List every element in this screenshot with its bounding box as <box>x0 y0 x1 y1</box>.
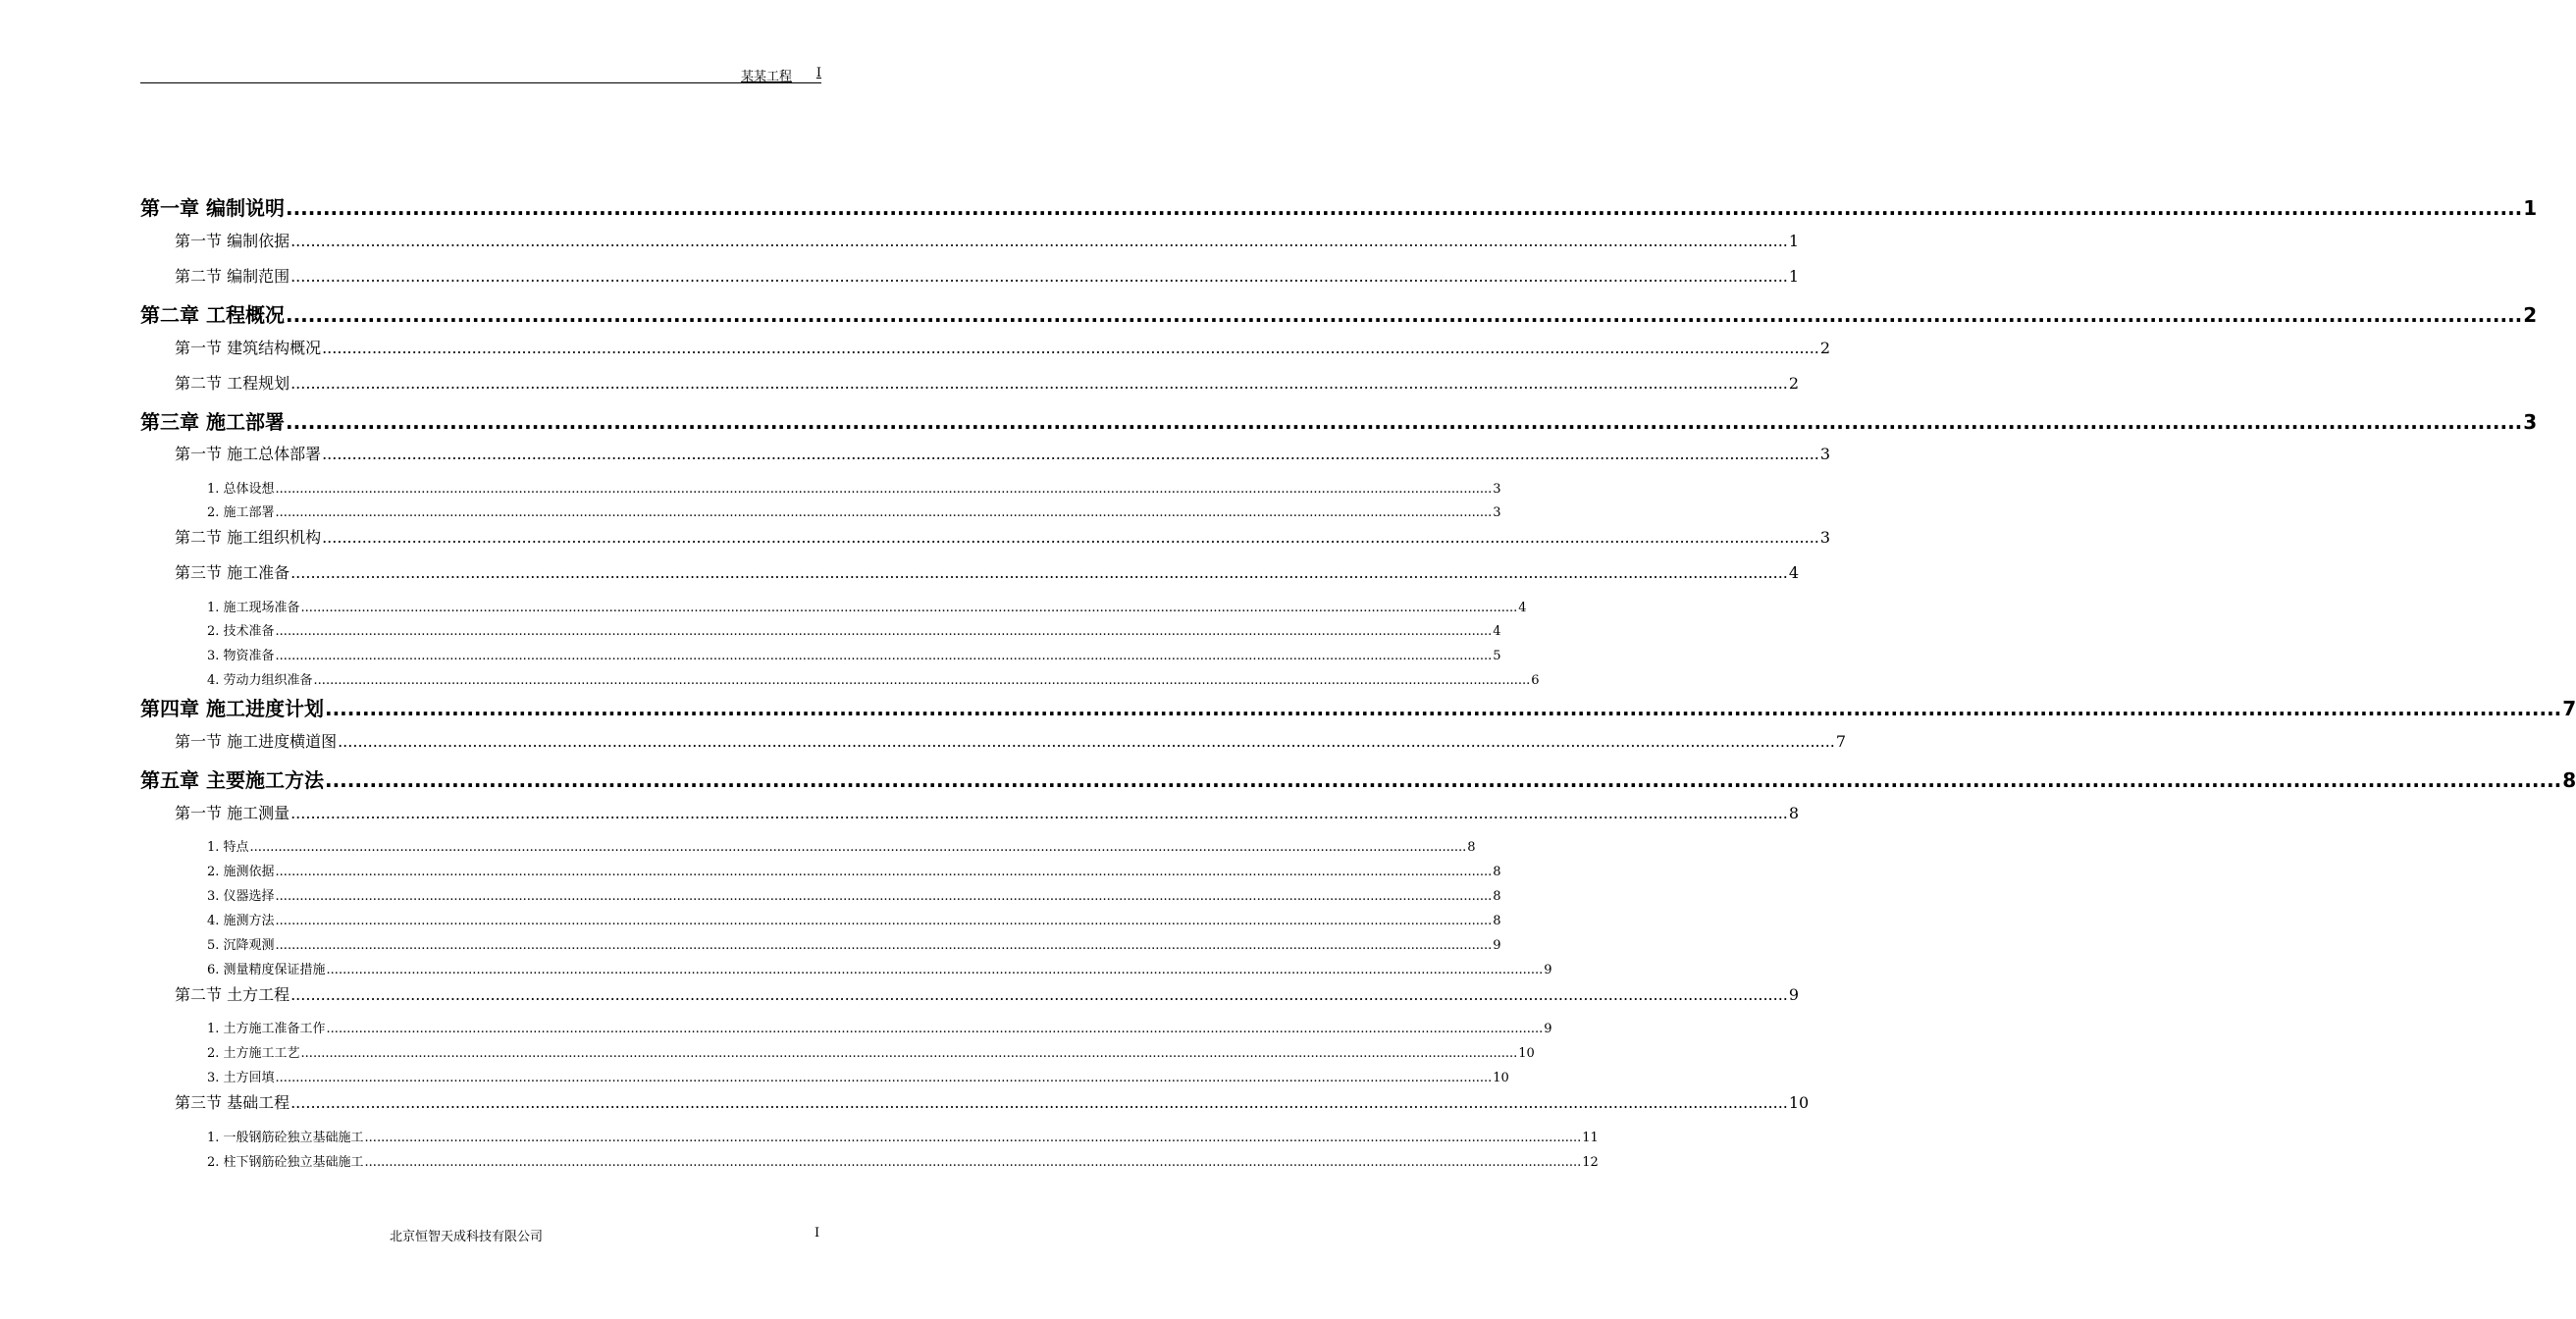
toc-entry-level-2[interactable] <box>175 560 1800 582</box>
toc-dot-leader: ............................................................................................................................................................................................................................................................................................................ <box>275 649 1493 663</box>
toc-entry-page-number: 6 <box>1531 673 1540 688</box>
toc-entry-label: 第二节 编制范围 <box>175 267 290 286</box>
toc-entry-page-number: 3 <box>1819 445 1831 463</box>
toc-dot-leader: ............................................................................................................................................................................................................................................................................................................ <box>275 505 1493 520</box>
toc-entry-level-3[interactable] <box>207 1127 1599 1145</box>
toc-entry-label: 第三章 施工部署 <box>140 410 285 434</box>
toc-entry-label: 3. 仪器选择 <box>207 889 275 904</box>
toc-entry-page-number: 10 <box>1788 1093 1810 1112</box>
toc-dot-leader: ............................................................................................................................................................................................................................................................................................................ <box>364 1155 1582 1170</box>
toc-entry-label: 1. 总体设想 <box>207 482 275 497</box>
toc-entry-page-number: 1 <box>1788 267 1800 286</box>
toc-dot-leader: ............................................................................................................................................................................................................................................................................................................ <box>275 914 1493 928</box>
toc-entry-label: 6. 测量精度保证措施 <box>207 963 326 977</box>
toc-entry-level-1[interactable] <box>140 299 2538 327</box>
toc-entry-level-3[interactable] <box>207 645 1501 663</box>
toc-entry-level-3[interactable] <box>207 1018 1552 1036</box>
toc-entry-page-number: 7 <box>2562 697 2576 720</box>
toc-entry-label: 第一章 编制说明 <box>140 196 285 220</box>
footer-page-number: I <box>815 1226 820 1240</box>
toc-entry-label: 第一节 施工进度横道图 <box>175 732 338 751</box>
page-header <box>140 61 821 83</box>
toc-entry-page-number: 4 <box>1493 624 1501 639</box>
toc-entry-level-3[interactable] <box>207 478 1501 497</box>
toc-entry-page-number: 9 <box>1788 985 1800 1004</box>
toc-entry-label: 2. 土方施工工艺 <box>207 1046 300 1061</box>
toc-entry-label: 3. 土方回填 <box>207 1071 275 1085</box>
toc-entry-label: 第五章 主要施工方法 <box>140 768 324 792</box>
toc-entry-level-3[interactable] <box>207 861 1501 879</box>
toc-entry-label: 5. 沉降观测 <box>207 938 275 953</box>
toc-entry-label: 4. 劳动力组织准备 <box>207 673 313 688</box>
toc-entry-level-3[interactable] <box>207 1151 1599 1170</box>
toc-entry-page-number: 4 <box>1518 601 1527 615</box>
toc-dot-leader: ............................................................................................................................................................................................................................................................................................................ <box>285 196 2523 220</box>
toc-dot-leader: ............................................................................................................................................................................................................................................................................................................ <box>322 339 1819 357</box>
toc-dot-leader: ............................................................................................................................................................................................................................................................................................................ <box>275 482 1493 497</box>
toc-dot-leader: ............................................................................................................................................................................................................................................................................................................ <box>249 840 1467 855</box>
toc-entry-label: 1. 施工现场准备 <box>207 601 300 615</box>
toc-entry-page-number: 10 <box>1518 1046 1535 1061</box>
toc-entry-page-number: 2 <box>1819 339 1831 357</box>
toc-dot-leader: ............................................................................................................................................................................................................................................................................................................ <box>322 528 1819 547</box>
toc-entry-label: 1. 一般钢筋砼独立基础施工 <box>207 1131 364 1145</box>
toc-entry-label: 2. 施工部署 <box>207 505 275 520</box>
toc-entry-level-3[interactable] <box>207 934 1501 953</box>
toc-entry-level-1[interactable] <box>140 192 2538 220</box>
toc-entry-page-number: 7 <box>1835 732 1847 751</box>
toc-entry-level-1[interactable] <box>140 765 2576 792</box>
toc-dot-leader: ............................................................................................................................................................................................................................................................................................................ <box>300 601 1518 615</box>
toc-entry-page-number: 8 <box>1493 914 1501 928</box>
toc-entry-page-number: 4 <box>1788 563 1800 582</box>
toc-dot-leader: ............................................................................................................................................................................................................................................................................................................ <box>285 410 2523 434</box>
toc-entry-label: 第二节 施工组织机构 <box>175 528 322 547</box>
toc-entry-page-number: 11 <box>1582 1131 1599 1145</box>
toc-entry-label: 2. 技术准备 <box>207 624 275 639</box>
toc-entry-page-number: 8 <box>1493 889 1501 904</box>
toc-entry-level-3[interactable] <box>207 501 1501 520</box>
toc-entry-level-2[interactable] <box>175 801 1800 822</box>
toc-entry-level-3[interactable] <box>207 620 1501 639</box>
toc-entry-page-number: 3 <box>2523 410 2538 434</box>
toc-entry-page-number: 8 <box>2562 768 2576 792</box>
toc-entry-page-number: 12 <box>1582 1155 1599 1170</box>
toc-dot-leader: ............................................................................................................................................................................................................................................................................................................ <box>290 1093 1788 1112</box>
toc-entry-page-number: 9 <box>1544 1022 1552 1036</box>
toc-entry-level-3[interactable] <box>207 1067 1509 1085</box>
header-title: 某某工程 <box>740 70 792 84</box>
toc-entry-level-2[interactable] <box>175 525 1831 547</box>
toc-entry-label: 2. 施测依据 <box>207 865 275 879</box>
toc-entry-page-number: 1 <box>1788 232 1800 250</box>
toc-dot-leader: ............................................................................................................................................................................................................................................................................................................ <box>285 303 2523 327</box>
footer-company: 北京恒智天成科技有限公司 <box>389 1230 543 1244</box>
toc-entry-label: 3. 物资准备 <box>207 649 275 663</box>
toc-entry-label: 第三节 施工准备 <box>175 563 290 582</box>
toc-entry-level-3[interactable] <box>207 669 1540 688</box>
toc-dot-leader: ............................................................................................................................................................................................................................................................................................................ <box>290 374 1788 393</box>
toc-dot-leader: ............................................................................................................................................................................................................................................................................................................ <box>290 804 1788 822</box>
toc-entry-label: 第二节 工程规划 <box>175 374 290 393</box>
toc-dot-leader: ............................................................................................................................................................................................................................................................................................................ <box>322 445 1819 463</box>
toc-entry-level-3[interactable] <box>207 1042 1535 1061</box>
toc-dot-leader: ............................................................................................................................................................................................................................................................................................................ <box>290 985 1788 1004</box>
toc-entry-label: 第一节 建筑结构概况 <box>175 339 322 357</box>
toc-entry-page-number: 3 <box>1819 528 1831 547</box>
toc-dot-leader: ............................................................................................................................................................................................................................................................................................................ <box>338 732 1835 751</box>
toc-entry-page-number: 9 <box>1493 938 1501 953</box>
toc-dot-leader: ............................................................................................................................................................................................................................................................................................................ <box>326 1022 1544 1036</box>
toc-entry-page-number: 3 <box>1493 505 1501 520</box>
toc-entry-page-number: 10 <box>1493 1071 1509 1085</box>
toc-entry-page-number: 5 <box>1493 649 1501 663</box>
toc-entry-label: 第一节 编制依据 <box>175 232 290 250</box>
toc-dot-leader: ............................................................................................................................................................................................................................................................................................................ <box>275 624 1493 639</box>
toc-entry-page-number: 9 <box>1544 963 1552 977</box>
toc-entry-level-1[interactable] <box>140 693 2576 720</box>
toc-dot-leader: ............................................................................................................................................................................................................................................................................................................ <box>326 963 1544 977</box>
toc-dot-leader: ............................................................................................................................................................................................................................................................................................................ <box>275 938 1493 953</box>
toc-entry-label: 1. 土方施工准备工作 <box>207 1022 326 1036</box>
toc-entry-level-2[interactable] <box>175 229 1800 250</box>
toc-dot-leader: ............................................................................................................................................................................................................................................................................................................ <box>300 1046 1518 1061</box>
toc-entry-level-3[interactable] <box>207 836 1476 855</box>
toc-entry-page-number: 2 <box>1788 374 1800 393</box>
toc-entry-level-2[interactable] <box>175 982 1800 1004</box>
toc-dot-leader: ............................................................................................................................................................................................................................................................................................................ <box>364 1131 1582 1145</box>
toc-dot-leader: ............................................................................................................................................................................................................................................................................................................ <box>275 865 1493 879</box>
toc-entry-label: 第四章 施工进度计划 <box>140 697 324 720</box>
toc-entry-level-2[interactable] <box>175 336 1831 357</box>
toc-dot-leader: ............................................................................................................................................................................................................................................................................................................ <box>324 697 2562 720</box>
toc-entry-level-2[interactable] <box>175 729 1847 751</box>
toc-entry-label: 第三节 基础工程 <box>175 1093 290 1112</box>
toc-entry-label: 1. 特点 <box>207 840 249 855</box>
toc-entry-level-3[interactable] <box>207 959 1552 977</box>
toc-entry-label: 第二章 工程概况 <box>140 303 285 327</box>
toc-entry-page-number: 8 <box>1788 804 1800 822</box>
toc-entry-page-number: 3 <box>1493 482 1501 497</box>
toc-entry-page-number: 1 <box>2523 196 2538 220</box>
toc-entry-level-3[interactable] <box>207 885 1501 904</box>
toc-dot-leader: ............................................................................................................................................................................................................................................................................................................ <box>290 267 1788 286</box>
toc-entry-label: 2. 柱下钢筋砼独立基础施工 <box>207 1155 364 1170</box>
toc-entry-label: 第二节 土方工程 <box>175 985 290 1004</box>
toc-dot-leader: ............................................................................................................................................................................................................................................................................................................ <box>275 889 1493 904</box>
toc-entry-level-2[interactable] <box>175 1090 1810 1112</box>
header-page-number: I <box>815 66 821 80</box>
toc-dot-leader: ............................................................................................................................................................................................................................................................................................................ <box>275 1071 1493 1085</box>
toc-entry-page-number: 8 <box>1467 840 1476 855</box>
toc-entry-level-2[interactable] <box>175 371 1800 393</box>
toc-entry-level-3[interactable] <box>207 597 1527 615</box>
toc-dot-leader: ............................................................................................................................................................................................................................................................................................................ <box>290 563 1788 582</box>
toc-entry-level-1[interactable] <box>140 406 2538 434</box>
toc-entry-level-3[interactable] <box>207 910 1501 928</box>
toc-entry-level-2[interactable] <box>175 264 1800 286</box>
toc-entry-page-number: 8 <box>1493 865 1501 879</box>
toc-dot-leader: ............................................................................................................................................................................................................................................................................................................ <box>324 768 2562 792</box>
toc-entry-label: 4. 施测方法 <box>207 914 275 928</box>
toc-entry-label: 第一节 施工总体部署 <box>175 445 322 463</box>
toc-dot-leader: ............................................................................................................................................................................................................................................................................................................ <box>313 673 1531 688</box>
toc-entry-label: 第一节 施工测量 <box>175 804 290 822</box>
toc-dot-leader: ............................................................................................................................................................................................................................................................................................................ <box>290 232 1788 250</box>
toc-entry-page-number: 2 <box>2523 303 2538 327</box>
toc-entry-level-2[interactable] <box>175 442 1831 463</box>
